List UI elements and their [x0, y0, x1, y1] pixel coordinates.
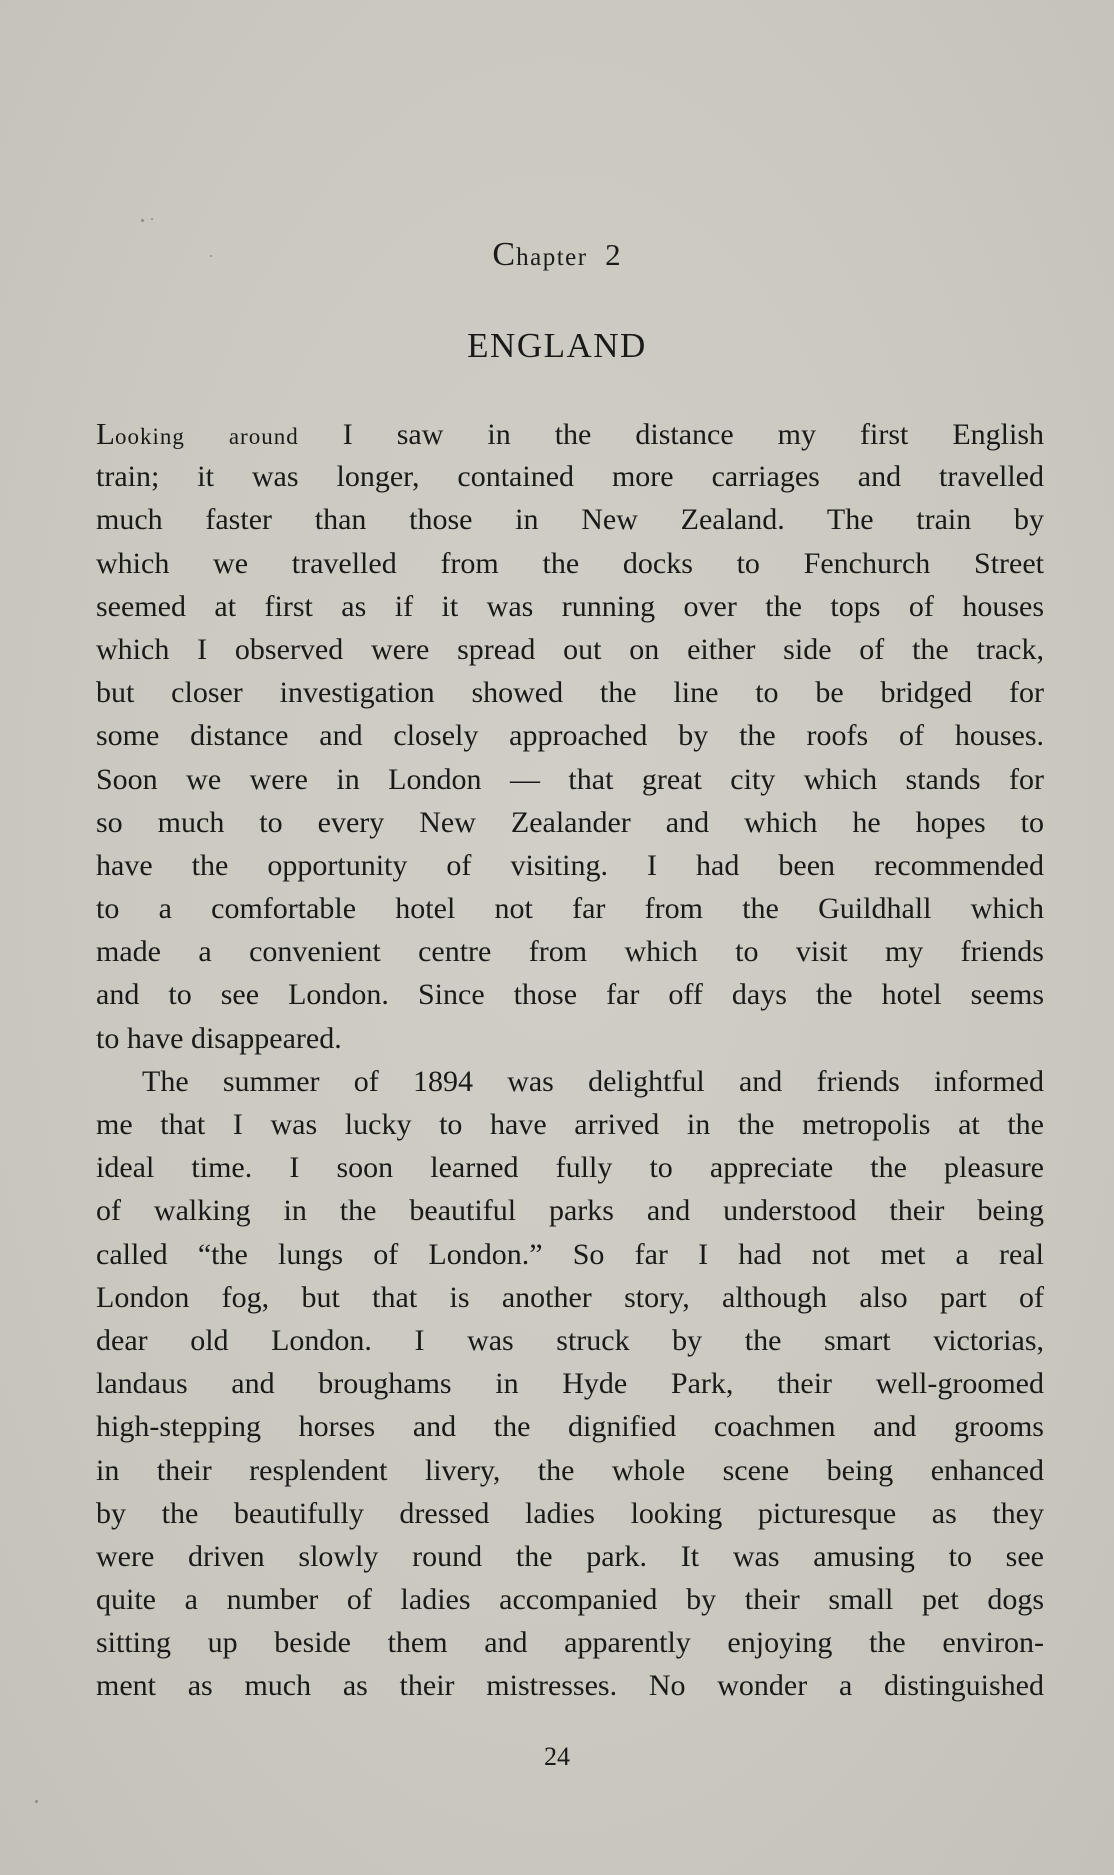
- text-line: me that I was lucky to have arrived in the metropolis at the: [96, 1108, 1044, 1141]
- text-line: ideal time. I soon learned fully to appreciate the pleasure: [96, 1151, 1044, 1185]
- text-line: in their resplendent livery, the whole scene being enhanced: [96, 1453, 1044, 1487]
- chapter-number: 2: [605, 237, 622, 272]
- text-line: to a comfortable hotel not far from the Guildhall which: [96, 892, 1044, 926]
- text-line: The summer of 1894 was delightful and friends informed: [142, 1064, 1044, 1098]
- text-line: were driven slowly round the park. It was amusing to see: [96, 1539, 1044, 1573]
- line-text: I saw in the distance my first English: [298, 418, 1044, 451]
- page-number: 24: [544, 1742, 570, 1771]
- text-line: and to see London. Since those far off days the hotel seems: [96, 978, 1044, 1012]
- text-line: to have disappeared.: [96, 1021, 342, 1055]
- chapter-title: ENGLAND: [467, 326, 647, 365]
- text-line: much faster than those in New Zealand. The train by: [96, 503, 1044, 537]
- text-line: seemed at first as if it was running over the tops of houses: [96, 589, 1044, 623]
- chapter-first-letter: C: [492, 236, 517, 273]
- text-line: which we travelled from the docks to Fenchurch Street: [96, 546, 1044, 580]
- text-line: so much to every New Zealander and which he hopes to: [96, 805, 1044, 839]
- text-line: but closer investigation showed the line to be bridged for: [96, 676, 1044, 710]
- opening-second-word: around: [228, 424, 299, 449]
- text-line: by the beautifully dressed ladies looking picturesque as they: [96, 1496, 1044, 1530]
- text-line: [96, 412, 1044, 455]
- paper-speck: [151, 218, 153, 220]
- text-line: high-stepping horses and the dignified coachmen and grooms: [96, 1410, 1044, 1444]
- text-line: train; it was longer, contained more carriages and travelled: [96, 460, 1044, 494]
- text-line: ment as much as their mistresses. No wonder a distinguished: [96, 1669, 1044, 1703]
- text-line: sitting up beside them and apparently enjoying the environ-: [96, 1626, 1044, 1660]
- opening-word-rest: ooking: [114, 424, 185, 449]
- paper-speck: [35, 1800, 38, 1803]
- opening-first-letter: L: [96, 416, 115, 451]
- text-line: dear old London. I was struck by the smart victorias,: [96, 1323, 1044, 1357]
- text-line: which I observed were spread out on either side of the track,: [96, 632, 1044, 666]
- text-line: Soon we were in London — that great city which stands for: [96, 762, 1044, 796]
- text-line: some distance and closely approached by the roofs of houses.: [96, 719, 1044, 753]
- body-text: [96, 412, 1044, 1708]
- text-line: quite a number of ladies accompanied by their small pet dogs: [96, 1583, 1044, 1617]
- text-line: landaus and broughams in Hyde Park, their well-groomed: [96, 1367, 1044, 1401]
- paper-speck: [141, 219, 144, 222]
- text-line: made a convenient centre from which to visit my friends: [96, 935, 1044, 969]
- text-line: have the opportunity of visiting. I had been recommended: [96, 848, 1044, 882]
- chapter-word-rest: hapter: [516, 244, 588, 271]
- text-line: London fog, but that is another story, although also part of: [96, 1280, 1044, 1314]
- text-line: of walking in the beautiful parks and understood their being: [96, 1194, 1044, 1228]
- chapter-heading: [0, 236, 1114, 274]
- text-line: called “the lungs of London.” So far I had not met a real: [96, 1237, 1044, 1271]
